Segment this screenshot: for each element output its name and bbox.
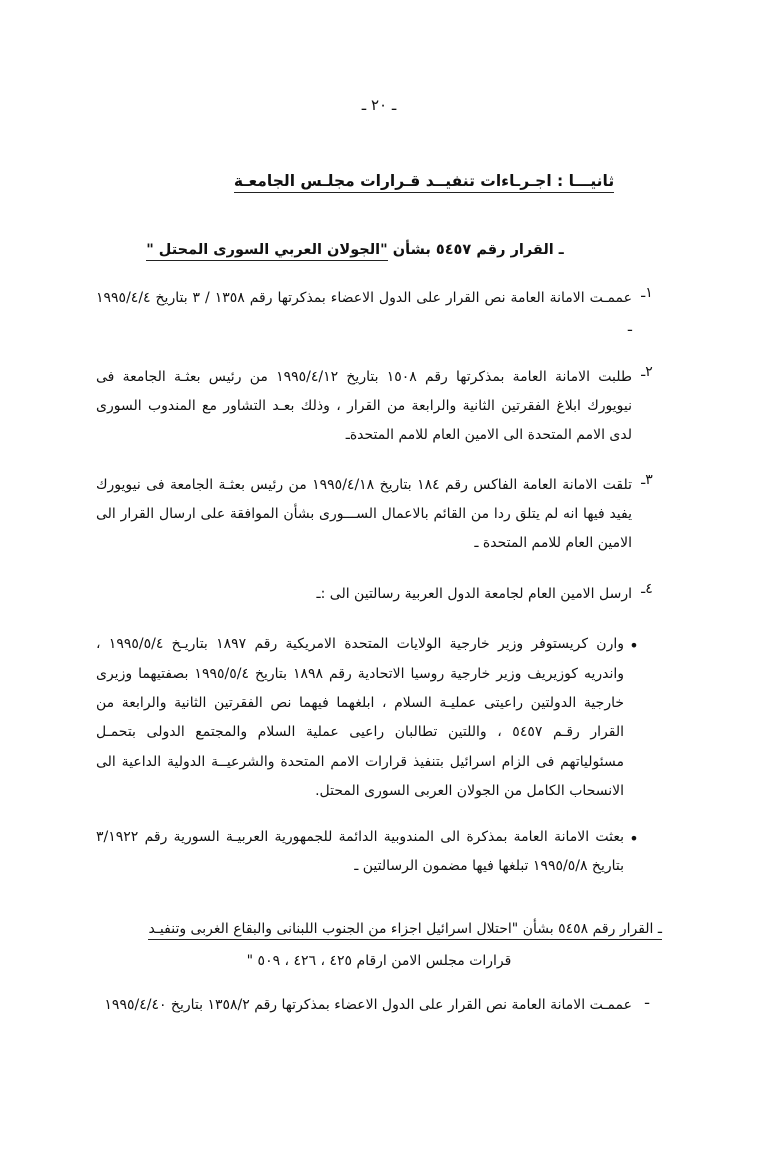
list-item-text: طلبت الامانة العامة بمذكرتها رقم ١٥٠٨ بتاريخ ١٩٩٥/٤/١٢ من رئيس بعثـة الجامعة فى نيويورك ابلاغ الفقرتين الثانية والرابعة من القرار ، وذلك بعـد التشاور مع المندوب السورى لدى الامم المتحدة الى الامين العام للامم المتحدةـ xyxy=(96,369,633,443)
resolution-2-items xyxy=(96,991,662,1020)
bullet-icon: • xyxy=(629,828,639,848)
resolution-1-title-prefix: ـ القرار رقم ٥٤٥٧ بشأن xyxy=(392,242,564,258)
resolution-1-title-quoted: "الجولان العربي السورى المحتل " xyxy=(146,242,388,261)
page-number: ـ ٢٠ ـ xyxy=(361,96,397,114)
list-item xyxy=(96,991,662,1020)
resolution-1-sub-items xyxy=(96,630,644,881)
list-item-marker: ٢ـ xyxy=(641,364,653,381)
list-item-text: تلقت الامانة العامة الفاكس رقم ١٨٤ بتاريخ ١٩٩٥/٤/١٨ من رئيس بعثـة الجامعة فى نيويورك يفيد فيها انه لم يتلق ردا من القائم بالاعمال الســـورى بشأن الموافقة على ارسال القرار الى الامين العام للامم المتحدة ـ xyxy=(96,477,633,551)
bullet-icon: • xyxy=(629,636,639,656)
resolution-2-title xyxy=(96,915,662,975)
resolution-1-items xyxy=(96,284,662,881)
list-item-text: وارن كريستوفر وزير خارجية الولايات المتحدة الامريكية رقم ١٨٩٧ بتاريـخ ١٩٩٥/٥/٤ ، واندريه كوزيريف وزير خارجية روسيا الاتحادية رقم ١٨٩٨ بتاريخ ١٩٩٥/٥/٤ بصفتيهما وزيرى خارجية الدولتين راعيتى عمليـة السلام ، ابلغهما فيهما نص الفقرتين الثانية والرابعة من القرار رقـم ٥٤٥٧ ، واللتين تطالبان راعيى عملية السلام والمجتمع الدولى بتحمـل مسئولياتهم فى الزام اسرائيل بتنفيذ قرارات الامم المتحدة والشرعيــة الدولية الداعية الى الانسحاب الكامل من الجولان العربى السورى المحتل. xyxy=(96,636,625,800)
section-heading xyxy=(90,172,758,190)
list-item-text: عممـت الامانة العامة نص القرار على الدول الاعضاء بمذكرتها رقم ١٣٥٨/٢ بتاريخ ١٩٩٥/٤/٤٠ xyxy=(104,997,632,1014)
list-item xyxy=(96,580,662,609)
list-item xyxy=(96,630,644,806)
list-item-text: عممـت الامانة العامة نص القرار على الدول الاعضاء بمذكرتها رقم ١٣٥٨ / ٣ بتاريخ ١٩٩٥/٤/٤ ـ xyxy=(96,290,632,335)
list-item-marker: ١ـ xyxy=(641,285,653,301)
list-item xyxy=(96,363,662,449)
list-item xyxy=(96,471,662,557)
list-item-text: بعثت الامانة العامة بمذكرة الى المندوبية الدائمة للجمهورية العربيـة السورية رقم ٣/١٩٢٢ بتاريخ ١٩٩٥/٥/٨ تبلغها فيها مضمون الرسالتين ـ xyxy=(96,828,624,874)
list-item-marker: ٣ـ xyxy=(641,472,653,489)
resolution-2-title-line2: قرارات مجلس الامن ارقام ٤٢٥ ، ٤٢٦ ، ٥٠٩ " xyxy=(246,953,512,970)
resolution-1-title xyxy=(72,242,638,258)
list-item-marker: ٤ـ xyxy=(641,580,653,597)
document-page xyxy=(0,96,758,1174)
list-item-marker: ـ xyxy=(644,992,650,1009)
list-item xyxy=(96,823,644,882)
section-heading-text: ثانيـــا : اجـرـاءات تنفيــد قـرارات مجلـس الجامعـة xyxy=(234,172,614,193)
resolution-2-title-line1: ـ القرار رقم ٥٤٥٨ بشأن "احتلال اسرائيل اجزاء من الجنوب اللبنانى والبقاع الغربى وتنفيـد xyxy=(148,921,662,940)
list-item xyxy=(96,284,662,341)
list-item-text: ارسل الامين العام لجامعة الدول العربية رسالتين الى :ـ xyxy=(316,585,632,602)
